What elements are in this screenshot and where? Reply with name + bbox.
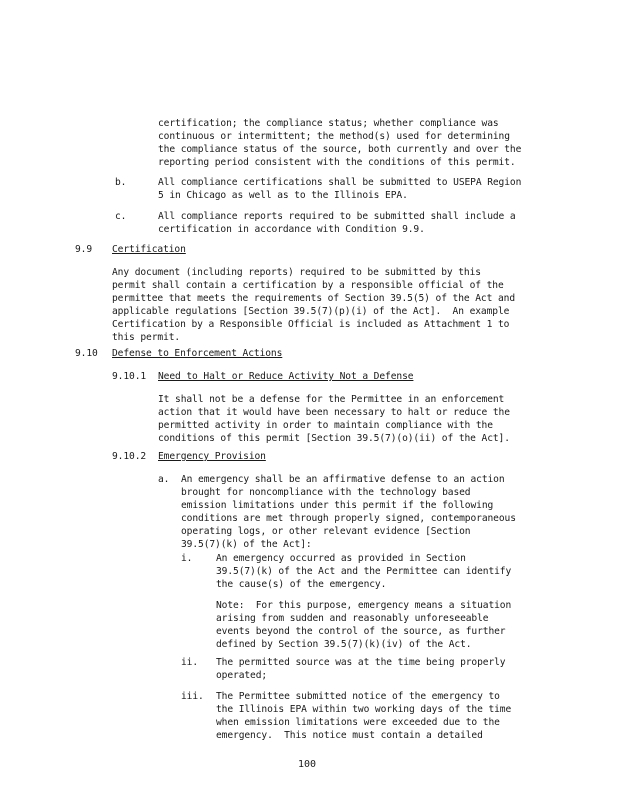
paragraph-line: Any document (including reports) required to be submitted by this (112, 267, 481, 278)
paragraph-line: operating logs, or other relevant evidence [Section (181, 526, 471, 537)
paragraph-line: It shall not be a defense for the Permittee in an enforcement (158, 394, 505, 405)
paragraph-line: permit shall contain a certification by a responsible official of the (112, 280, 504, 291)
paragraph-line: Certification by a Responsible Official is included as Attachment 1 to (112, 319, 510, 330)
subsection-number: 9.10.1 (112, 371, 147, 382)
paragraph-line: when emission limitations were exceeded due to the (216, 717, 500, 728)
paragraph-line: certification in accordance with Condition 9.9. (158, 224, 425, 235)
paragraph-line: 39.5(7)(k) of the Act and the Permittee can identify (216, 566, 512, 577)
paragraph-line: An emergency shall be an affirmative defense to an action (181, 474, 505, 485)
subsection-heading: Need to Halt or Reduce Activity Not a Defense (158, 371, 414, 382)
paragraph-line: continuous or intermittent; the method(s) used for determining (158, 131, 510, 142)
paragraph-line: conditions are met through properly signed, contemporaneous (181, 513, 516, 524)
section-heading: Certification (112, 244, 186, 255)
page-number: 100 (298, 759, 317, 770)
paragraph-line: operated; (216, 670, 268, 681)
paragraph-line: permittee that meets the requirements of Section 39.5(5) of the Act and (112, 293, 515, 304)
paragraph-line: applicable regulations [Section 39.5(7)(p)(i) of the Act]. An example (112, 306, 510, 317)
paragraph-line: An emergency occurred as provided in Section (216, 553, 466, 564)
paragraph-line: emission limitations under this permit if the following (181, 500, 494, 511)
subsection-number: 9.10.2 (112, 451, 147, 462)
note-line: arising from sudden and reasonably unforeseeable (216, 613, 489, 624)
paragraph-line: this permit. (112, 332, 181, 343)
paragraph-line: the compliance status of the source, both currently and over the (158, 144, 522, 155)
subsection-heading: Emergency Provision (158, 451, 266, 462)
paragraph-line: permitted activity in order to maintain compliance with the (158, 420, 493, 431)
paragraph-line: All compliance certifications shall be submitted to USEPA Region (158, 177, 522, 188)
note-line: events beyond the control of the source, as further (216, 626, 506, 637)
list-marker: ii. (181, 657, 199, 668)
paragraph-line: certification; the compliance status; whether compliance was (158, 118, 499, 129)
paragraph-line: The permitted source was at the time being properly (216, 657, 506, 668)
paragraph-line: the Illinois EPA within two working days of the time (216, 704, 512, 715)
note-line: defined by Section 39.5(7)(k)(iv) of the Act. (216, 639, 472, 650)
paragraph-line: 39.5(7)(k) of the Act]: (181, 539, 312, 550)
paragraph-line: the cause(s) of the emergency. (216, 579, 387, 590)
section-number: 9.9 (75, 244, 93, 255)
section-heading: Defense to Enforcement Actions (112, 348, 283, 359)
paragraph-line: reporting period consistent with the conditions of this permit. (158, 157, 516, 168)
list-marker: b. (115, 177, 127, 188)
paragraph-line: The Permittee submitted notice of the emergency to (216, 691, 500, 702)
list-marker: a. (158, 474, 170, 485)
list-marker: iii. (181, 691, 204, 702)
section-number: 9.10 (75, 348, 98, 359)
paragraph-line: All compliance reports required to be submitted shall include a (158, 211, 516, 222)
list-marker: i. (181, 553, 193, 564)
paragraph-line: emergency. This notice must contain a detailed (216, 730, 483, 741)
paragraph-line: action that it would have been necessary to halt or reduce the (158, 407, 510, 418)
list-marker: c. (115, 211, 127, 222)
paragraph-line: brought for noncompliance with the technology based (181, 487, 471, 498)
paragraph-line: 5 in Chicago as well as to the Illinois EPA. (158, 190, 408, 201)
paragraph-line: conditions of this permit [Section 39.5(7)(o)(ii) of the Act]. (158, 433, 510, 444)
note-line: Note: For this purpose, emergency means a situation (216, 600, 512, 611)
